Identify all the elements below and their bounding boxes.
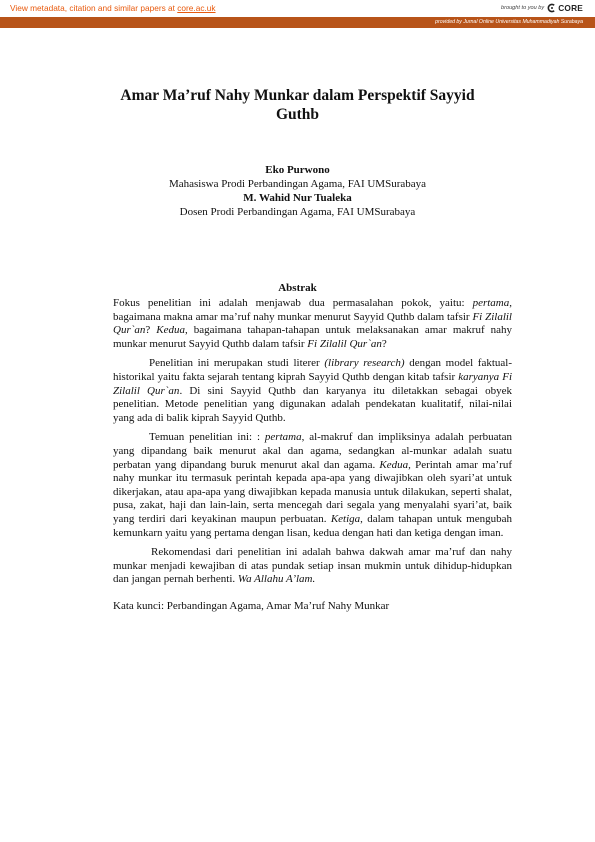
abstract-paragraph: Temuan penelitian ini: : pertama, al-makruf dan impliksinya adalah perbuatan yang dipandang baik menurut akal dan agama, sedangkan al-munkar adalah suatu perbatan yang dipandang buruk menurut akal dan agama. Kedua, Perintah amar ma’ruf nahy munkar itu termasuk perintah kepada apa-apa yang diwajibkan oleh syari’at untuk dikerjakan, atau apa-apa yang diwajibkan kepada manusia untuk dilakukan, seperti shalat, pusa, zakat, haji dan lain-lain, serta mencegah dari segala yang menyalahi syari’at, baik yang terdiri dari keyakinan maupun perbuatan. Ketiga, dalam tahapan untuk mengubah kemunkarn yaitu yang pertama dengan lisan, kedua dengan hati dan ketiga dengan iman. [113, 431, 512, 539]
metadata-prefix: View metadata, citation and similar papers at [10, 3, 178, 13]
paper-title [60, 86, 535, 124]
abstract-paragraph: Rekomendasi dari penelitian ini adalah bahwa dakwah amar ma’ruf dan nahy munkar menjadi kewajiban di atas pundak setiap insan mukmin untuk dihidup-hidupkan dan jangan pernah berhenti. Wa Allahu A’lam. [113, 546, 512, 586]
brought-by-text: brought to you by [500, 5, 545, 11]
author-affiliation: Dosen Prodi Perbandingan Agama, FAI UMSurabaya [179, 206, 416, 218]
core-logo-icon [547, 3, 557, 13]
paper-title-line-2: Guthb [275, 106, 320, 123]
provider-banner [0, 17, 595, 28]
core-logo-text: CORE [558, 3, 583, 13]
keywords: Kata kunci: Perbandingan Agama, Amar Ma’ruf Nahy Munkar [113, 600, 390, 612]
abstract-body [113, 297, 512, 587]
paper-title-line-1: Amar Ma’ruf Nahy Munkar dalam Perspektif Sayyid [120, 87, 475, 104]
abstract-heading: Abstrak [278, 282, 317, 294]
provided-by-text[interactable]: provided by Jurnal Online Universitas Muhammadiyah Surabaya [435, 19, 583, 25]
author-block [60, 163, 535, 219]
author-name: Eko Purwono [265, 164, 330, 176]
author-affiliation: Mahasiswa Prodi Perbandingan Agama, FAI UMSurabaya [168, 178, 427, 190]
brought-to-you-by[interactable] [501, 3, 583, 13]
core-url-link[interactable]: core.ac.uk [177, 3, 216, 13]
view-metadata-link[interactable] [10, 3, 216, 13]
core-metadata-bar [0, 0, 595, 17]
abstract-paragraph: Penelitian ini merupakan studi literer (library research) dengan model faktual-historikal yaitu fakta sejarah tentang kiprah Sayyid Quthb dengan kitab tafsir karyanya Fi Zilalil Qur`an. Di sini Sayyid Quthb dan karyanya itu diletakkan sebagai obyek penelitian. Metode penelitian yang digunakan adalah pendekatan kualitatif, nilai-nilai yang ada di balik kiprah Sayyid Quthb. [113, 357, 513, 424]
author-name: M. Wahid Nur Tualeka [243, 192, 352, 204]
abstract-paragraph: Fokus penelitian ini adalah menjawab dua permasalahan pokok, yaitu: pertama, bagaimana makna amar ma’ruf nahy munkar menurut Sayyid Quthb dalam tafsir Fi Zilalil Qur`an? Kedua, bagaimana tahapan-tahapan untuk melaksanakan amar makruf nahy munkar menurut Sayyid Quthb dalam tafsir Fi Zilalil Qur`an? [113, 297, 512, 350]
